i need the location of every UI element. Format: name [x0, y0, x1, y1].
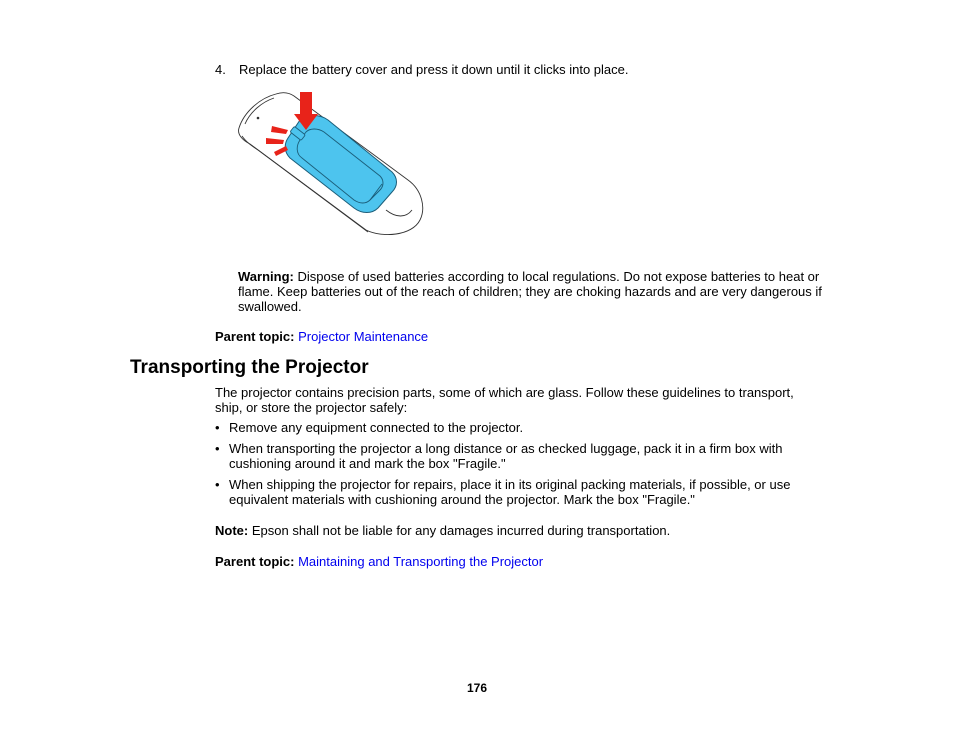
section-intro: The projector contains precision parts, some of which are glass. Follow these guidelines to transport, ship, or store the projector safely:: [215, 385, 794, 415]
bullet-icon: •: [215, 477, 220, 492]
battery-cover: [285, 116, 396, 213]
projector-maintenance-link[interactable]: Projector Maintenance: [298, 329, 429, 344]
warning-paragraph: [238, 269, 823, 314]
list-item-text: When transporting the projector a long distance or as checked luggage, pack it in a firm box with cushioning around it and mark the box "Fragile.": [229, 441, 783, 471]
page-number: 176: [466, 681, 488, 695]
list-item: [215, 477, 815, 507]
warning-label: Warning:: [238, 269, 294, 284]
remote-end-curve: [386, 210, 412, 216]
parent-topic-label: Parent topic:: [215, 554, 295, 569]
section-title: Transporting the Projector: [130, 357, 369, 378]
warning-text: Dispose of used batteries according to local regulations. Do not expose batteries to heat or flame. Keep batteries out of the reach of children; they are choking hazards and are very dangerous if swallowed.: [238, 269, 822, 314]
list-item-text: Remove any equipment connected to the projector.: [229, 420, 524, 435]
list-item: [215, 441, 815, 471]
step-number: 4.: [215, 62, 226, 77]
list-item-text: When shipping the projector for repairs, place it in its original packing materials, if possible, or use equivalent materials with cushioning around the projector. Mark the box "Fragile.": [229, 477, 791, 507]
bullet-icon: •: [215, 420, 220, 435]
parent-topic-maintenance: [215, 329, 428, 344]
parent-topic-label: Parent topic:: [215, 329, 295, 344]
remote-battery-cover-illustration: [236, 88, 426, 238]
step-text: Replace the battery cover and press it down until it clicks into place.: [239, 62, 629, 77]
note-paragraph: [215, 523, 670, 538]
step-4: [215, 62, 628, 77]
guidelines-list: [215, 420, 815, 513]
parent-topic-transporting: [215, 554, 543, 569]
click-indicator-icon: [266, 126, 288, 156]
remote-button-dot: [257, 117, 260, 120]
maintaining-transporting-link[interactable]: Maintaining and Transporting the Projector: [298, 554, 544, 569]
note-text: Epson shall not be liable for any damages incurred during transportation.: [251, 523, 671, 538]
note-label: Note:: [215, 523, 249, 538]
bullet-icon: •: [215, 441, 220, 456]
list-item: [215, 420, 815, 435]
